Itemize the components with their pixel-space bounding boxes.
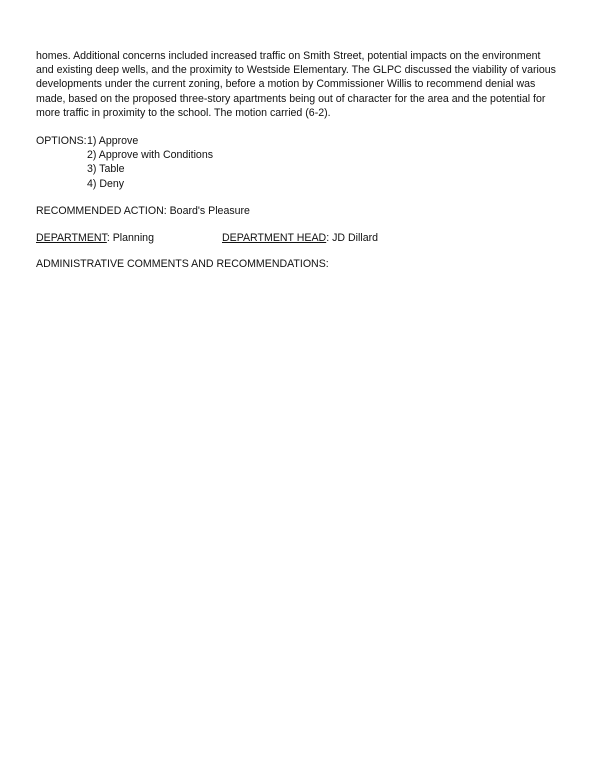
paragraph-line: and existing deep wells, and the proximity to Westside Elementary. The GLPC discussed the viability of various [36,64,556,77]
option-approve-with-conditions: 2) Approve with Conditions [87,149,214,162]
department-head [222,231,378,245]
department-label: DEPARTMENT [36,232,107,245]
recommended-action: RECOMMENDED ACTION: Board's Pleasure [36,204,250,217]
options-list [87,134,213,191]
paragraph-line: homes. Additional concerns included increased traffic on Smith Street, potential impacts on the environment [36,50,541,62]
department-head-label: DEPARTMENT HEAD [222,232,327,245]
paragraph-line: developments under the current zoning, before a motion by Commissioner Willis to recommend denial was [36,78,536,91]
paragraph-line: made, based on the proposed three-story apartments being out of character for the area and the potential for [36,92,546,105]
option-approve: 1) Approve [87,135,139,148]
options-section [36,134,568,191]
department [36,231,222,245]
options-label: OPTIONS: [36,135,87,148]
admin-comments-heading: ADMINISTRATIVE COMMENTS AND RECOMMENDATIONS: [36,258,329,271]
department-row [36,231,568,245]
document-page [36,49,568,271]
option-deny: 4) Deny [87,177,125,190]
option-table: 3) Table [87,163,125,176]
paragraph-line: more traffic in proximity to the school. The motion carried (6-2). [36,106,331,119]
body-paragraph [36,49,568,120]
department-head-value: : JD Dillard [326,232,379,245]
department-value: : Planning [106,232,154,245]
